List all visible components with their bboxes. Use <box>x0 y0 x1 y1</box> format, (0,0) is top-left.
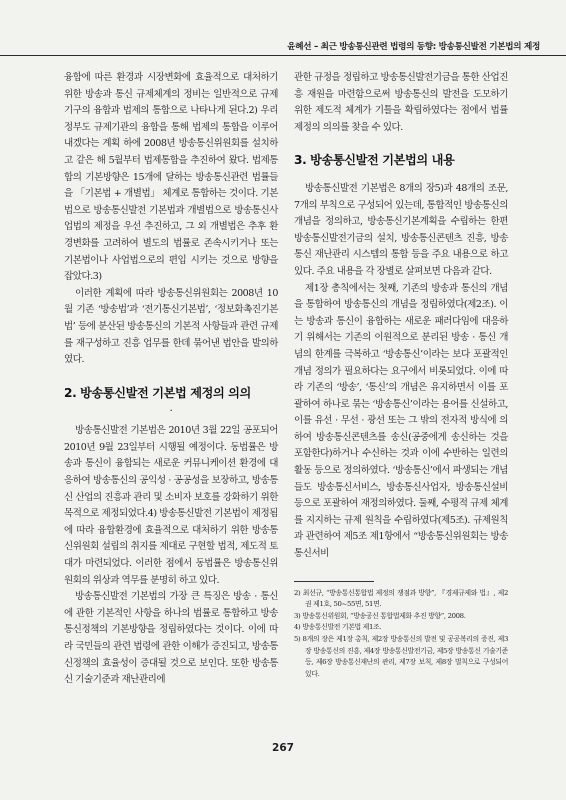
footnote-item: 2) 최선규, “방송통신통합법 제정의 쟁점과 방향”, 『경제규제와 법』, 제2권 제1호, 50~55면, 51면. <box>294 588 508 609</box>
right-column <box>294 70 508 680</box>
footnote-item: 5) 8개의 장은 제1장 총칙, 제2장 방송통신의 발전 및 공공복리의 증진, 제3장 방송통신의 진흥, 제4장 방송통신발전기금, 제5장 방송통신 기술기준 등, 제6장 방송통신재난의 관리, 제7장 보칙, 제8장 벌칙으로 구성되어 있다. <box>294 635 508 678</box>
footnote-item: 4) 방송통신발전 기본법 제1조. <box>294 623 382 632</box>
body-paragraph: 융합에 따른 환경과 시장변화에 효율적으로 대처하기 위한 방송과 통신 규제체계의 정비는 일반적으로 규제기구의 융합과 법제의 통합으로 나타나게 된다.2) 우리 정부도 규제기관의 융합을 통해 법제의 통합을 이루어내겠다는 계획 하에 2008년 방송통신위원회를 설치하고 같은 해 5월부터 법제통합을 추진하여 왔다. 법제통합의 기본방향은 15개에 달하는 방송통신관련 법률들을 「기본법 + 개별법」 체계로 통합하는 것이다. 기본법으로 방송통신발전 기본법과 개별법으로 방송통신사업법의 제정을 우선 추진하고, 그 외 개별법은 추후 환경변화를 고려하여 별도의 법률로 존속시키거나 또는 기본법이나 사업법으로의 편입 시키는 것으로 방향을 잡았다.3) <box>64 72 278 283</box>
section-dot: · <box>169 406 173 418</box>
section-3-heading: 3. 방송통신발전 기본법의 내용 <box>294 153 455 168</box>
footnote-divider <box>294 581 374 582</box>
body-paragraph: 방송통신발전 기본법의 가장 큰 특징은 방송 · 통신에 관한 기본적인 사항을 하나의 법률로 통합하고 방송통신정책의 기본방향을 정립하였다는 것이다. 이에 따라 국민들의 관련 법령에 관한 이해가 증진되고, 방송통신정책의 효율성이 증대될 것으로 보인다. 또한 방송통신 기술기준과 재난관리에 <box>64 591 278 686</box>
body-paragraph: 방송통신발전 기본법은 8개의 장5)과 48개의 조문, 7개의 부칙으로 구성되어 있는데, 통합적인 방송통신의 개념을 정의하고, 방송통신기본계획을 수립하는 한편 방송통신발전기금의 설치, 방송통신콘텐츠 진흥, 방송통신 재난관리 시스템의 통합 등을 주요 내용으로 하고 있다. 주요 내용을 각 장별로 살펴보면 다음과 같다. <box>294 182 508 277</box>
page-number: 267 <box>272 742 294 754</box>
running-title: 윤혜선 – 최근 방송통신관련 법령의 동향: 방송통신발전 기본법의 제정 <box>287 42 540 52</box>
body-paragraph: 방송통신발전 기본법은 2010년 3월 22일 공포되어 2010년 9월 23일부터 시행될 예정이다. 동법률은 방송과 통신이 융합되는 새로운 커뮤니케이션 환경에 대응하여 방송통신의 공익성 · 공공성을 보장하고, 방송통신 산업의 진흥과 관리 및 소비자 보호를 강화하기 위한 목적으로 제정되었다.4) 방송통신발전 기본법이 제정됨에 따라 융합환경에 효율적으로 대처하기 위한 방송통신위원회 설립의 취지를 제대로 구현할 법적, 제도적 토대가 마련되었다. 이러한 점에서 동법률은 방송통신위원회의 위상과 역무를 분명히 하고 있다. <box>64 425 278 586</box>
left-column <box>64 70 278 689</box>
footnotes <box>294 588 508 681</box>
section-2-heading: 2. 방송통신발전 기본법 제정의 의의 <box>64 385 251 400</box>
footnote-item: 3) 방송통신위원회, “방송공신 통합법제화 추진 방향”, 2008. <box>294 611 466 620</box>
body-paragraph: 제1장 총칙에서는 첫째, 기존의 방송과 통신의 개념을 통합하여 방송통신의 개념을 정립하였다(제2조). 이는 방송과 통신이 융합하는 새로운 패러다임에 대응하기 위해서는 기존의 이원적으로 분리된 방송 · 통신 개념의 한계를 극복하고 ‘방송통신’이라는 보다 포괄적인 개념 정의가 필요하다는 요구에서 비롯되었다. 이에 따라 기존의 ‘방송’, ‘통신’의 개념은 유지하면서 이를 포괄하여 하나로 묶는 ‘방송통신’이라는 용어를 신설하고, 이를 유선 · 무선 · 광선 또는 그 밖의 전자적 방식에 의하여 방송통신콘텐츠를 송신(공중에게 송신하는 것을 포함한다)하거나 수신하는 것과 이에 수반하는 일련의 활동 등으로 정의하였다. ‘방송통신’에서 파생되는 개념들도 방송통신서비스, 방송통신사업자, 방송통신설비 등으로 포괄하여 재정의하였다. 둘째, 수평적 규제 체계를 지지하는 규제 원칙을 수립하였다(제5조). 규제원칙과 관련하여 제5조 제1항에서 “방송통신위원회는 방송통신서비 <box>294 282 508 560</box>
body-paragraph: 이러한 계획에 따라 방송통신위원회는 2008년 10월 기존 ‘방송법’과 ‘전기통신기본법’, ‘정보화촉진기본법’ 등에 분산된 방송통신의 기본적 사항들과 관련 규제를 재구성하고 진흥 업무를 한데 묶어낸 법안을 발의하였다. <box>64 287 278 366</box>
body-paragraph: 관한 규정을 정립하고 방송통신발전기금을 통한 산업진흥 재원을 마련함으로써 방송통신의 발전을 도모하기 위한 제도적 체계가 기틀을 확립하였다는 점에서 법률 제정의 의의를 찾을 수 있다. <box>294 72 508 133</box>
